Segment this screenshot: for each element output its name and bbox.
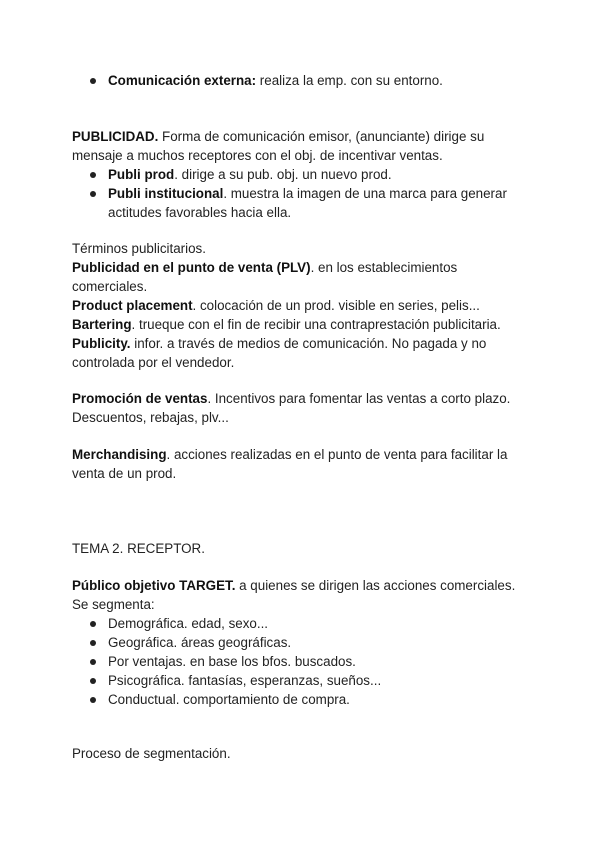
bullet-dot	[90, 659, 96, 665]
bullet-text: Geográfica. áreas geográficas.	[108, 635, 292, 650]
bullet-dot	[90, 697, 96, 703]
term-text: . trueque con el fin de recibir una contraprestación publicitaria.	[131, 317, 501, 332]
term-text: . colocación de un prod. visible en series, pelis...	[192, 298, 480, 313]
bullet-comunicacion-externa	[72, 71, 532, 90]
term-bold: Promoción de ventas	[72, 391, 208, 406]
term-text: a quienes se dirigen las acciones comerciales.	[235, 578, 516, 593]
term-text: . acciones realizadas en el punto de venta para facilitar la venta de un prod.	[72, 447, 508, 481]
bullet-conductual	[72, 690, 532, 709]
termino-plv	[72, 258, 532, 296]
term-bold: Publicidad en el punto de venta (PLV)	[72, 260, 311, 275]
publico-section	[72, 576, 532, 709]
top-bullet-list	[72, 71, 532, 90]
merchandising-paragraph	[72, 445, 532, 483]
proceso-paragraph	[72, 744, 532, 763]
termino-publicity	[72, 334, 532, 372]
term-text: Forma de comunicación emisor, (anunciante) dirige su mensaje a muchos receptores con el obj. de incentivar ventas.	[72, 129, 485, 163]
term-bold: PUBLICIDAD.	[72, 129, 159, 144]
bullet-demografica	[72, 614, 532, 633]
publicidad-bullet-list	[72, 165, 532, 222]
terminos-section	[72, 239, 532, 372]
term-text: . en los establecimientos comerciales.	[72, 260, 458, 294]
proceso-text: Proceso de segmentación.	[72, 746, 231, 761]
bullet-text: Conductual. comportamiento de compra.	[108, 692, 350, 707]
publicidad-paragraph	[72, 127, 532, 165]
term-bold: Merchandising	[72, 447, 167, 462]
tema-title: TEMA 2. RECEPTOR.	[72, 541, 205, 556]
bullet-dot	[90, 678, 96, 684]
term-bold: Product placement	[72, 298, 193, 313]
term-text: realiza la emp. con su entorno.	[256, 73, 443, 88]
term-text: infor. a través de medios de comunicación. No pagada y no controlada por el vendedor.	[72, 336, 487, 370]
term-text: . muestra la imagen de una marca para generar actitudes favorables hacia ella.	[108, 186, 507, 220]
bullet-dot	[90, 621, 96, 627]
term-bold: Publi institucional	[108, 186, 224, 201]
term-text: . Incentivos para fomentar las ventas a corto plazo. Descuentos, rebajas, plv...	[72, 391, 511, 425]
bullet-publi-prod	[72, 165, 532, 184]
bullet-text: Por ventajas. en base los bfos. buscados.	[108, 654, 356, 669]
terminos-heading: Términos publicitarios.	[72, 241, 206, 256]
bullet-dot	[90, 640, 96, 646]
bullet-por-ventajas	[72, 652, 532, 671]
promocion-paragraph	[72, 389, 532, 427]
bullet-dot	[90, 78, 96, 84]
tema-heading	[72, 539, 532, 558]
bullet-text: Demográfica. edad, sexo...	[108, 616, 269, 631]
term-bold: Publi prod	[108, 167, 175, 182]
publicidad-section	[72, 127, 532, 222]
bullet-publi-institucional	[72, 184, 532, 222]
bullet-dot	[90, 172, 96, 178]
bullet-psicografica	[72, 671, 532, 690]
term-bold: Publicity.	[72, 336, 131, 351]
termino-bartering	[72, 315, 532, 334]
segmenta-label: Se segmenta:	[72, 597, 155, 612]
term-bold: Comunicación externa:	[108, 73, 257, 88]
bullet-geografica	[72, 633, 532, 652]
term-bold: Bartering	[72, 317, 132, 332]
bullet-text: Psicográfica. fantasías, esperanzas, sueños...	[108, 673, 382, 688]
segmentacion-bullet-list	[72, 614, 532, 709]
bullet-dot	[90, 191, 96, 197]
term-text: . dirige a su pub. obj. un nuevo prod.	[174, 167, 392, 182]
term-bold: Público objetivo TARGET.	[72, 578, 236, 593]
termino-product-placement	[72, 296, 532, 315]
publico-paragraph	[72, 576, 532, 595]
